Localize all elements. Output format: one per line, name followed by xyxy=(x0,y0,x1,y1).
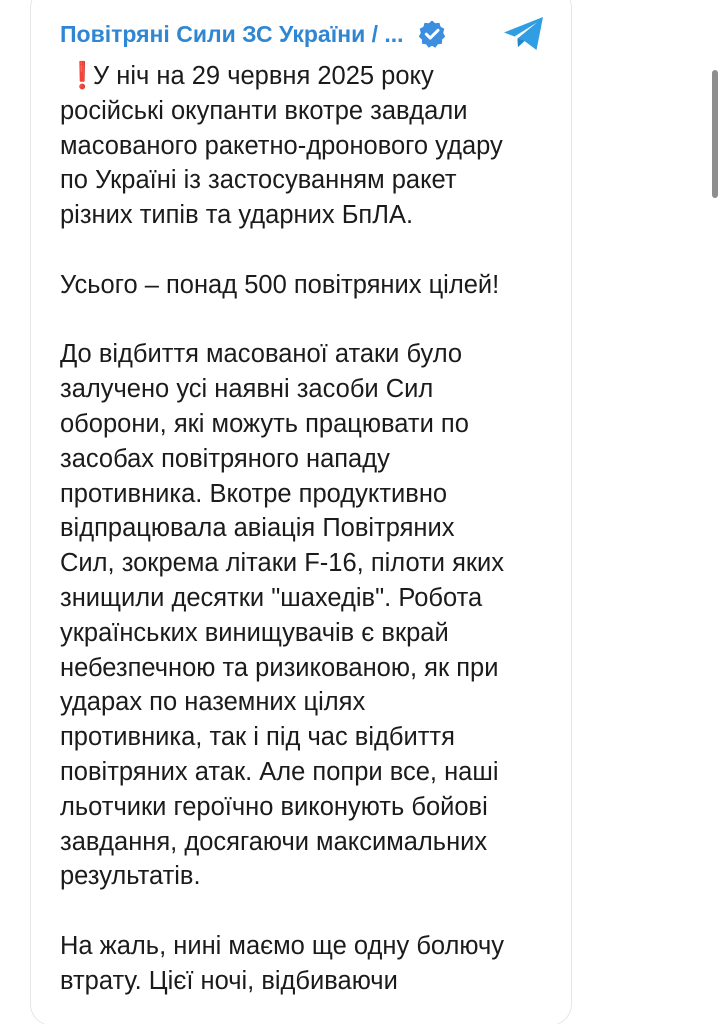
message-paragraph: До відбиття масованої атаки було залучено усі наявні засоби Сил оборони, які можуть працювати по засобах повітряного нападу противника. Вкотре продуктивно відпрацювала авіація Повітряних Сил, зокрема літаки F-16, пілоти яких знищили десятки "шахедів". Робота українських винищувачів є вкрай небезпечною та ризикованою, як при ударах по наземних цілях противника, так і під час відбиття повітряних атак. Але попри все, наші льотчики героїчно виконують бойові завдання, досягаючи максимальних результатів. xyxy=(60,340,505,891)
message-paragraph: На жаль, нині маємо ще одну болючу втрату. Цієї ночі, відбиваючи xyxy=(60,931,505,995)
telegram-icon[interactable] xyxy=(502,14,546,54)
message-paragraph-text: У ніч на 29 червня 2025 року російські окупанти вкотре завдали масованого ракетно-дронового удару по Україні із застосуванням ракет різних типів та ударних БпЛА. xyxy=(60,62,503,230)
post-message xyxy=(60,58,560,1024)
scrollbar[interactable] xyxy=(712,70,718,198)
message-paragraph: Усього – понад 500 повітряних цілей! xyxy=(60,270,500,299)
post-header xyxy=(60,14,560,54)
exclamation-icon: ❗ xyxy=(66,60,99,90)
verified-badge-icon xyxy=(417,19,447,49)
channel-name-link[interactable]: Повітряні Сили ЗС України / ... xyxy=(60,20,404,47)
message-paragraph xyxy=(60,58,560,233)
